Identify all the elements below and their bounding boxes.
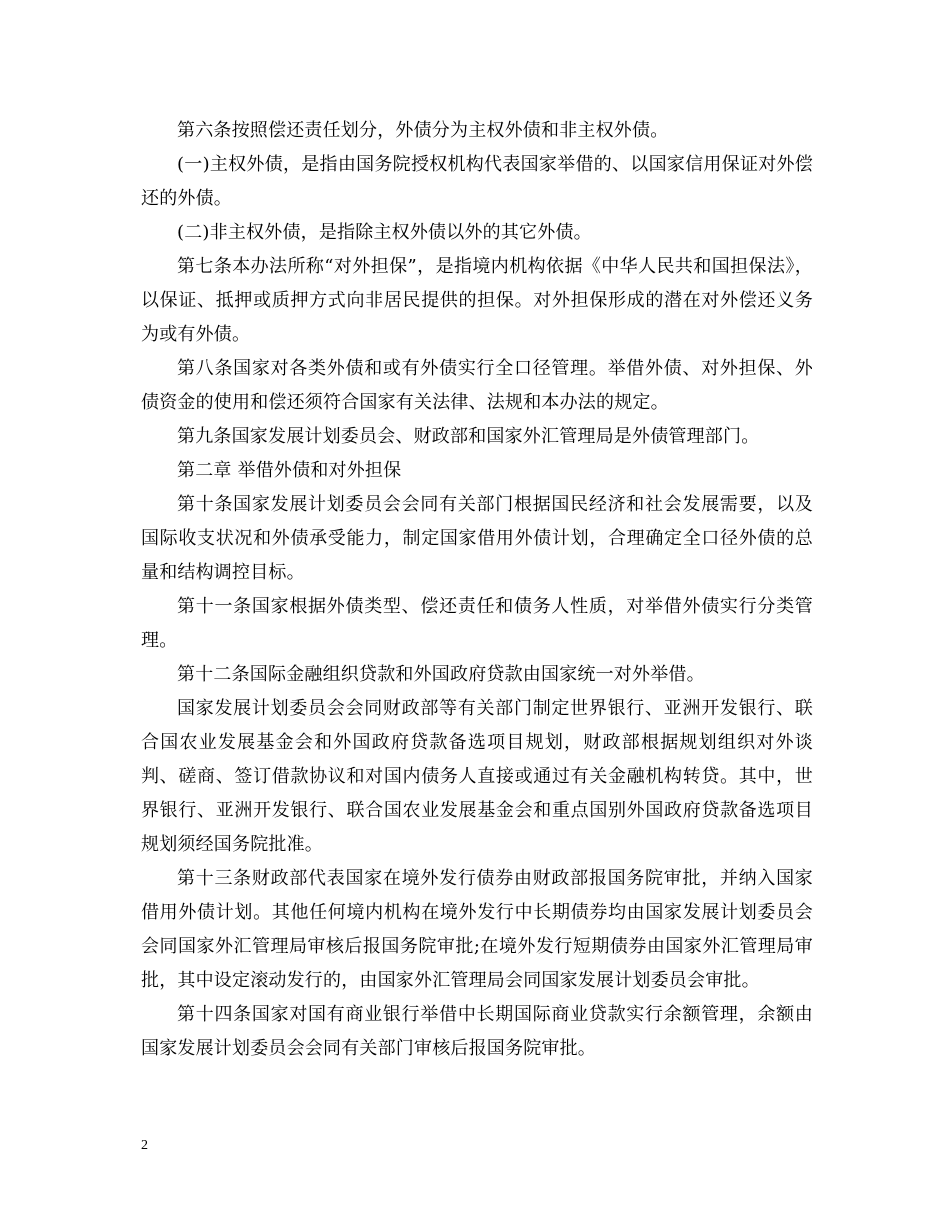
paragraph-article-12: 第十二条国际金融组织贷款和外国政府贷款由国家统一对外举借。 — [177, 664, 705, 685]
paragraph-non-sovereign-debt: (二)非主权外债，是指除主权外债以外的其它外债。 — [177, 222, 592, 243]
paragraph-article-14: 第十四条国家对国有商业银行举借中长期国际商业贷款实行余额管理，余额由国家发展计划委员会会同有关部门审核后报国务院审批。 — [141, 1004, 813, 1059]
page-number: 2 — [141, 1138, 148, 1153]
paragraph-article-10: 第十条国家发展计划委员会会同有关部门根据国民经济和社会发展需要，以及国际收支状况和外债承受能力，制定国家借用外债计划，合理确定全口径外债的总量和结构调控目标。 — [141, 494, 813, 583]
paragraph-article-9: 第九条国家发展计划委员会、财政部和国家外汇管理局是外债管理部门。 — [177, 426, 760, 447]
paragraph-article-7: 第七条本办法所称“对外担保”，是指境内机构依据《中华人民共和国担保法》，以保证、抵押或质押方式向非居民提供的担保。对外担保形成的潜在对外偿还义务为或有外债。 — [141, 256, 813, 345]
paragraph-article-11: 第十一条国家根据外债类型、偿还责任和债务人性质，对举借外债实行分类管理。 — [141, 596, 813, 651]
paragraph-article-6: 第六条按照偿还责任划分，外债分为主权外债和非主权外债。 — [177, 120, 669, 141]
paragraph-article-13: 第十三条财政部代表国家在境外发行债券由财政部报国务院审批，并纳入国家借用外债计划。其他任何境内机构在境外发行中长期债券均由国家发展计划委员会会同国家外汇管理局审核后报国务院审批;在境外发行短期债券由国家外汇管理局审批，其中设定滚动发行的，由国家外汇管理局会同国家发展计划委员会审批。 — [141, 868, 813, 991]
paragraph-sovereign-debt: (一)主权外债，是指由国务院授权机构代表国家举借的、以国家信用保证对外偿还的外债。 — [141, 154, 813, 209]
paragraph-loan-planning: 国家发展计划委员会会同财政部等有关部门制定世界银行、亚洲开发银行、联合国农业发展基金会和外国政府贷款备选项目规划，财政部根据规划组织对外谈判、磋商、签订借款协议和对国内债务人直接或通过有关金融机构转贷。其中，世界银行、亚洲开发银行、联合国农业发展基金会和重点国别外国政府贷款备选项目规划须经国务院批准。 — [141, 698, 813, 855]
chapter-heading: 第二章 举借外债和对外担保 — [177, 460, 402, 481]
document-body — [141, 114, 813, 1066]
paragraph-article-8: 第八条国家对各类外债和或有外债实行全口径管理。举借外债、对外担保、外债资金的使用和偿还须符合国家有关法律、法规和本办法的规定。 — [141, 358, 813, 413]
